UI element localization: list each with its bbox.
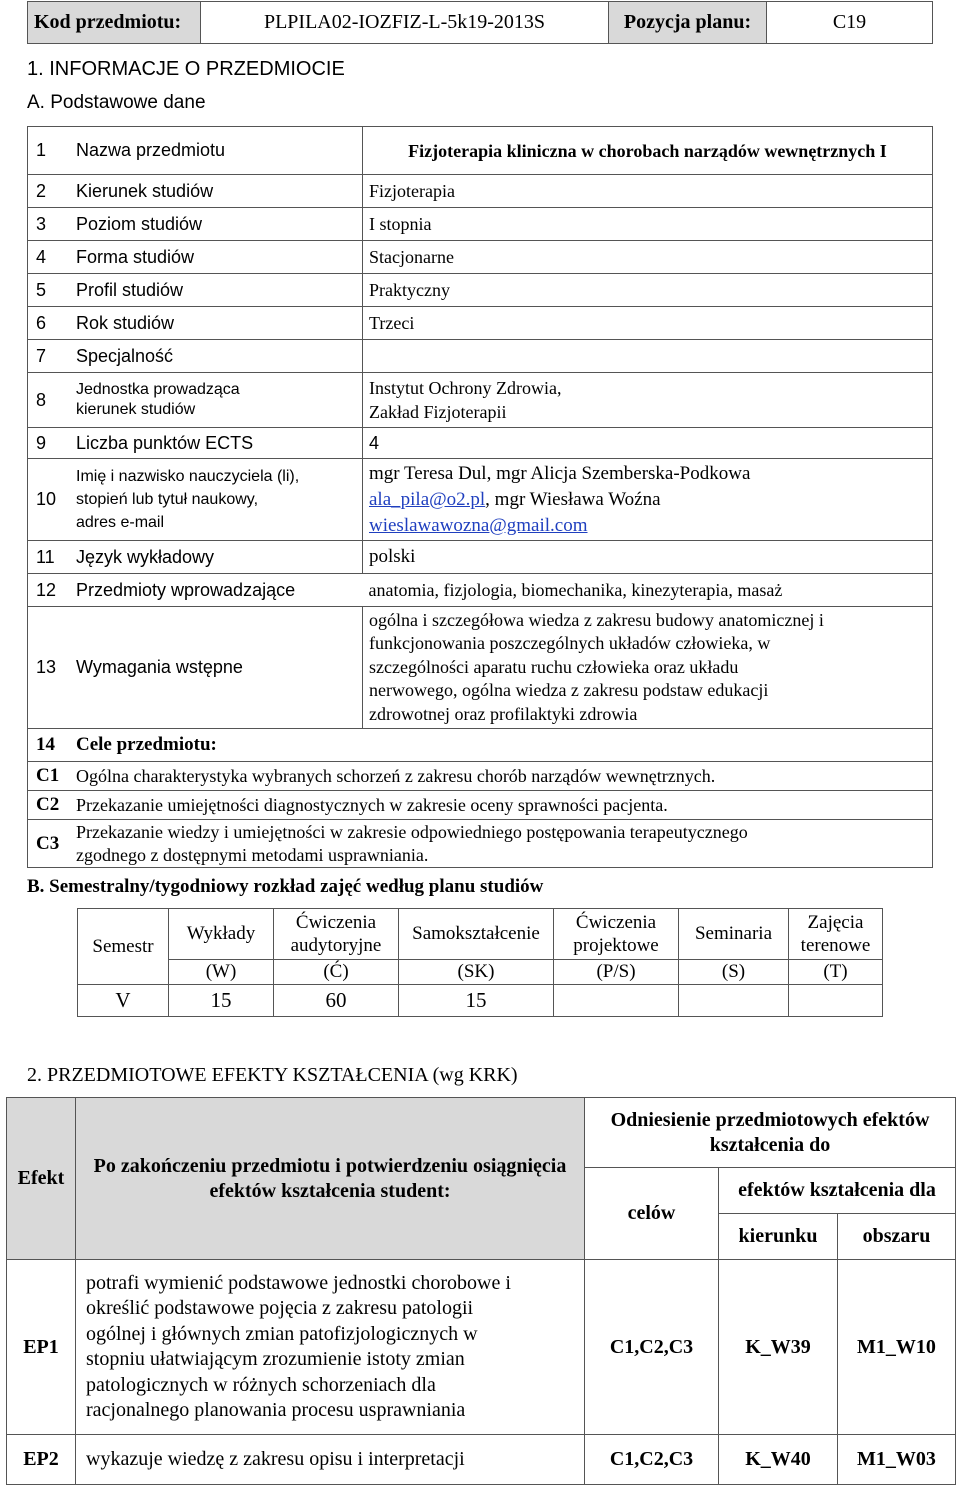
table-row: [28, 127, 933, 175]
column-header: [554, 909, 679, 960]
column-header: [789, 909, 883, 960]
goal-text: Przekazanie umiejętności diagnostycznych w zakresie oceny sprawności pacjenta.: [70, 791, 933, 820]
row-label: Rok studiów: [70, 307, 363, 340]
outcome-obszaru: M1_W10: [838, 1260, 956, 1435]
course-code-header: [27, 1, 933, 44]
column-label: terenowe: [800, 935, 871, 956]
desc-line: stopniu ułatwiającym zrozumienie istoty zmian: [86, 1348, 465, 1370]
col-odn-header: [585, 1098, 956, 1168]
col-efekt-header: Efekt: [7, 1098, 76, 1260]
row-label: Liczba punktów ECTS: [70, 428, 363, 459]
col-kierunku-header: kierunku: [719, 1214, 838, 1260]
label-line: Jednostka prowadząca: [76, 381, 240, 398]
plan-position-value: C19: [767, 2, 933, 44]
column-abbr: (SK): [399, 960, 554, 985]
row-number: 2: [28, 175, 71, 208]
row-number: 5: [28, 274, 71, 307]
column-header: [399, 909, 554, 960]
row-label: Kierunek studiów: [70, 175, 363, 208]
email-link[interactable]: wieslawawozna@gmail.com: [369, 514, 588, 536]
table-row: [28, 607, 933, 729]
col-efektow-header: efektów kształcenia dla: [719, 1168, 956, 1214]
desc-line: wykazuje wiedzę z zakresu opisu i interpretacji: [86, 1447, 465, 1470]
sectionB-title: B. Semestralny/tygodniowy rozkład zajęć według planu studiów: [27, 876, 544, 897]
value-line: Zakład Fizjoterapii: [369, 402, 507, 422]
value-line: funkcjonowania poszczególnych układów człowieka, w: [369, 633, 771, 654]
sectionA-title: A. Podstawowe dane: [27, 92, 206, 113]
row-number: 1: [28, 127, 71, 175]
row-number: 12: [28, 574, 71, 607]
course-code-value: PLPILA02-IOZFIZ-L-5k19-2013S: [201, 2, 609, 44]
row-value: [363, 340, 933, 373]
label-line: Imię i nazwisko nauczyciela (li),: [76, 468, 300, 485]
row-label: [70, 459, 363, 541]
column-header: [679, 909, 789, 960]
row-value: [363, 607, 933, 729]
header-line: Po zakończeniu przedmiotu i potwierdzeniu osiągnięcia: [93, 1154, 567, 1177]
course-name-value: Fizjoterapia kliniczna w chorobach narządów wewnętrznych I: [363, 127, 933, 175]
column-abbr: (T): [789, 960, 883, 985]
hours-cell: [679, 985, 789, 1017]
col-obszaru-header: obszaru: [838, 1214, 956, 1260]
col-celow-header: celów: [585, 1168, 719, 1260]
row-value: I stopnia: [363, 208, 933, 241]
row-value: Trzeci: [363, 307, 933, 340]
goal-code: C3: [28, 820, 71, 868]
column-label: Samokształcenie: [412, 923, 540, 944]
plan-position-label: Pozycja planu:: [609, 2, 767, 44]
column-label: projektowe: [573, 935, 659, 956]
table-row: [7, 1435, 956, 1485]
column-abbr: (W): [169, 960, 274, 985]
desc-line: patologicznych w różnych schorzeniach dla: [86, 1373, 436, 1396]
row-label: Specjalność: [70, 340, 363, 373]
value-line: [369, 487, 926, 513]
goals-title: Cele przedmiotu:: [70, 729, 933, 762]
table-row: [28, 574, 933, 607]
desc-line: określić podstawowe pojęcia z zakresu patologii: [86, 1297, 474, 1319]
table-row: [28, 175, 933, 208]
row-label: Język wykładowy: [70, 541, 363, 574]
table-row: [78, 909, 883, 960]
outcome-code: EP2: [7, 1435, 76, 1485]
row-value: 4: [363, 428, 933, 459]
column-label: Wykłady: [186, 923, 256, 944]
row-label: [70, 373, 363, 428]
header-line: efektów kształcenia student:: [209, 1179, 451, 1202]
table-row: [28, 541, 933, 574]
outcome-goals: C1,C2,C3: [585, 1260, 719, 1435]
goal-text: Ogólna charakterystyka wybranych schorzeń z zakresu chorób narządów wewnętrznych.: [70, 762, 933, 791]
row-value: [363, 373, 933, 428]
value-line: mgr Teresa Dul, mgr Alicja Szemberska-Podkowa: [369, 462, 751, 484]
row-number: 10: [28, 459, 71, 541]
outcome-obszaru: M1_W03: [838, 1435, 956, 1485]
row-number: 7: [28, 340, 71, 373]
desc-line: racjonalnego planowania procesu usprawniania: [86, 1399, 466, 1421]
row-label: Profil studiów: [70, 274, 363, 307]
label-line: stopień lub tytuł naukowy,: [76, 491, 259, 508]
section1-title: 1. INFORMACJE O PRZEDMIOCIE: [27, 58, 345, 80]
column-abbr: (Ć): [274, 960, 399, 985]
table-row: [28, 820, 933, 868]
row-value: Stacjonarne: [363, 241, 933, 274]
column-header: [274, 909, 399, 960]
goal-code: C1: [28, 762, 71, 791]
column-label: Seminaria: [694, 923, 773, 944]
header-line: kształcenia do: [709, 1133, 831, 1156]
course-code-label: Kod przedmiotu:: [28, 2, 201, 44]
semester-schedule-table: [77, 908, 883, 1017]
row-number: 8: [28, 373, 71, 428]
table-row: [28, 428, 933, 459]
column-label: Ćwiczenia: [295, 912, 377, 933]
goal-line: zgodnego z dostępnymi metodami usprawniania.: [76, 844, 429, 865]
value-line: szczególności aparatu ruchu człowieka oraz układu: [369, 656, 739, 677]
row-value: [363, 459, 933, 541]
row-number: 6: [28, 307, 71, 340]
basic-data-table: [27, 126, 933, 868]
table-row: [28, 791, 933, 820]
hours-cell: [554, 985, 679, 1017]
table-row: [78, 985, 883, 1017]
table-row: [28, 274, 933, 307]
label-line: kierunek studiów: [76, 401, 196, 418]
col-desc-header: [76, 1098, 585, 1260]
outcome-code: EP1: [7, 1260, 76, 1435]
row-number: 9: [28, 428, 71, 459]
learning-outcomes-table: [6, 1097, 956, 1485]
table-row: [28, 241, 933, 274]
table-row: [28, 762, 933, 791]
semester-header: Semestr: [78, 909, 169, 985]
section2-title: 2. PRZEDMIOTOWE EFEKTY KSZTAŁCENIA (wg KRK): [27, 1064, 518, 1086]
row-label: Forma studiów: [70, 241, 363, 274]
outcome-description: [76, 1435, 585, 1485]
desc-line: ogólnej i głównych zmian patofizjologicznych w: [86, 1322, 478, 1345]
row-number: 13: [28, 607, 71, 729]
column-label: Zajęcia: [807, 912, 864, 933]
value-text: , mgr Wiesława Woźna: [485, 488, 661, 510]
row-label: Nazwa przedmiotu: [70, 127, 363, 175]
value-line: nerwowego, ogólna wiedza z zakresu podstaw edukacji: [369, 680, 769, 701]
row-label: Przedmioty wprowadzające: [70, 574, 363, 607]
email-link[interactable]: ala_pila@o2.pl: [369, 488, 486, 510]
desc-line: potrafi wymienić podstawowe jednostki chorobowe i: [86, 1271, 511, 1294]
row-value: polski: [363, 541, 933, 574]
hours-cell: [789, 985, 883, 1017]
row-value: anatomia, fizjologia, biomechanika, kinezyterapia, masaż: [363, 574, 933, 607]
row-number: 11: [28, 541, 71, 574]
outcome-goals: C1,C2,C3: [585, 1435, 719, 1485]
row-number: 3: [28, 208, 71, 241]
outcome-kierunku: K_W40: [719, 1435, 838, 1485]
row-number: 14: [28, 729, 71, 762]
goal-line: Przekazanie wiedzy i umiejętności w zakresie odpowiedniego postępowania terapeutycznego: [76, 821, 748, 842]
outcome-kierunku: K_W39: [719, 1260, 838, 1435]
table-row: [28, 340, 933, 373]
goal-text: [70, 820, 933, 868]
column-abbr: (S): [679, 960, 789, 985]
outcome-description: [76, 1260, 585, 1435]
column-abbr: (P/S): [554, 960, 679, 985]
semester-value: V: [78, 985, 169, 1017]
header-line: Odniesienie przedmiotowych efektów: [610, 1108, 930, 1131]
table-row: [28, 729, 933, 762]
hours-cell: 60: [274, 985, 399, 1017]
column-label: audytoryjne: [290, 935, 382, 956]
value-line: ogólna i szczegółowa wiedza z zakresu budowy anatomicznej i: [369, 609, 824, 630]
label-line: adres e-mail: [76, 514, 165, 531]
row-label: Wymagania wstępne: [70, 607, 363, 729]
table-row: [28, 373, 933, 428]
goal-code: C2: [28, 791, 71, 820]
table-row: [7, 1098, 956, 1168]
value-line: zdrowotnej oraz profilaktyki zdrowia: [369, 703, 638, 724]
row-value: Fizjoterapia: [363, 175, 933, 208]
column-label: Ćwiczenia: [575, 912, 657, 933]
table-row: [28, 307, 933, 340]
table-row: [28, 208, 933, 241]
hours-cell: 15: [399, 985, 554, 1017]
table-row: [78, 960, 883, 985]
table-row: [28, 459, 933, 541]
row-number: 4: [28, 241, 71, 274]
column-header: [169, 909, 274, 960]
hours-cell: 15: [169, 985, 274, 1017]
value-line: Instytut Ochrony Zdrowia,: [369, 378, 562, 398]
table-row: [7, 1260, 956, 1435]
row-value: Praktyczny: [363, 274, 933, 307]
row-label: Poziom studiów: [70, 208, 363, 241]
